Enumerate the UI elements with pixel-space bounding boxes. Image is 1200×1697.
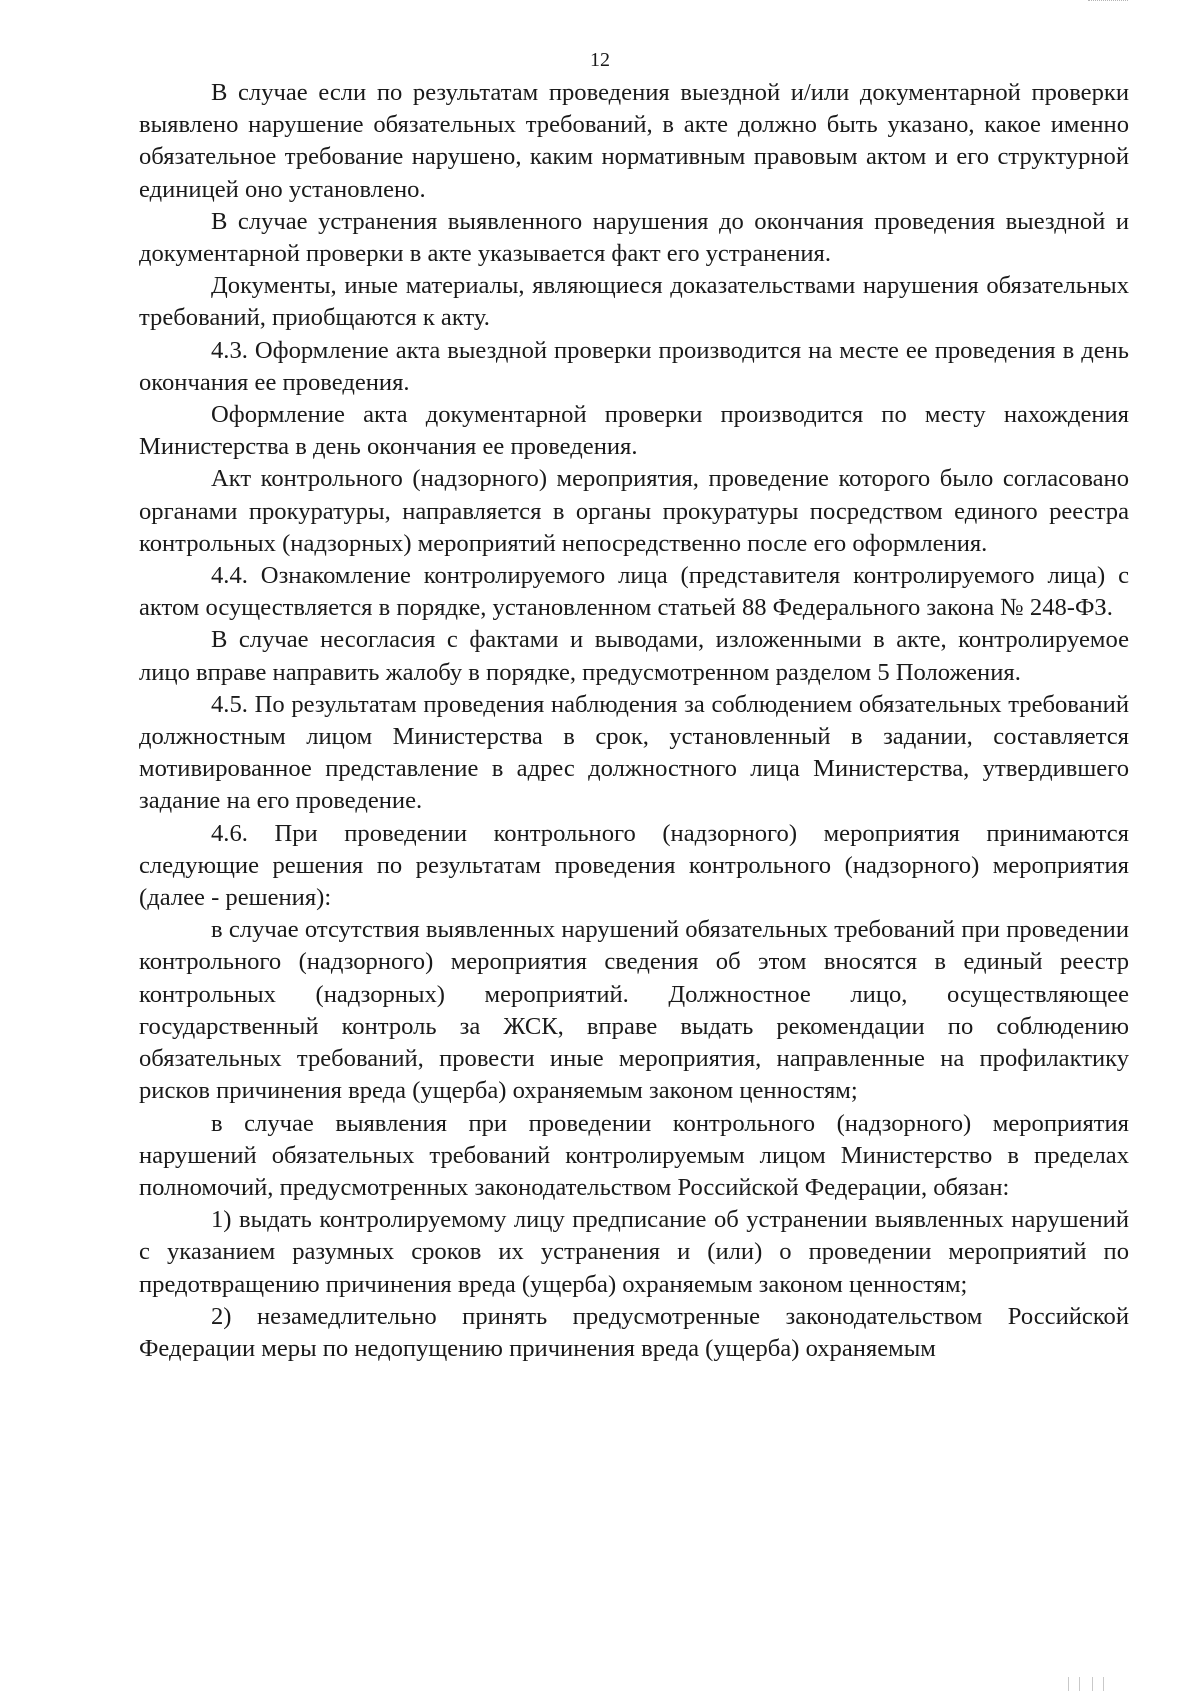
paragraph: в случае выявления при проведении контрольного (надзорного) мероприятия нарушений обязательных требований контролируемым лицом Министерство в пределах полномочий, предусмотренных законодательством Российской Федерации, обязан:	[139, 1109, 1129, 1201]
paragraph: В случае устранения выявленного нарушения до окончания проведения выездной и документарной проверки в акте указывается факт его устранения.	[139, 207, 1129, 268]
scan-edge-mark-top	[1088, 0, 1128, 5]
paragraph: В случае если по результатам проведения выездной и/или документарной проверки выявлено нарушение обязательных требований, в акте должно быть указано, какое именно обязательное требование нарушено, каким нормативным правовым актом и его структурной единицей оно установлено.	[139, 79, 1129, 203]
paragraph: 4.6. При проведении контрольного (надзорного) мероприятия принимаются следующие решения по результатам проведения контрольного (надзорного) мероприятия (далее - решения):	[139, 819, 1129, 912]
paragraph: в случае отсутствия выявленных нарушений обязательных требований при проведении контрольного (надзорного) мероприятия сведения об этом вносятся в единый реестр контрольных (надзорных) мероприятий. Должностное лицо, осуществляющее государственный контроль за ЖСК, вправе выдать рекомендации по соблюдению обязательных требований, провести иные мероприятия, направленные на профилактику рисков причинения вреда (ущерба) охраняемым законом ценностям;	[139, 916, 1129, 1105]
paragraph: В случае несогласия с фактами и выводами, изложенными в акте, контролируемое лицо вправе направить жалобу в порядке, предусмотренном разделом 5 Положения.	[139, 626, 1129, 686]
paragraph: Акт контрольного (надзорного) мероприятия, проведение которого было согласовано органами прокуратуры, направляется в органы прокуратуры посредством единого реестра контрольных (надзорных) мероприятий непосредственно после его оформления.	[139, 465, 1129, 557]
paragraph: Документы, иные материалы, являющиеся доказательствами нарушения обязательных требований, приобщаются к акту.	[139, 272, 1129, 332]
paragraph: 1) выдать контролируемому лицу предписание об устранении выявленных нарушений с указанием разумных сроков их устранения и (или) о проведении мероприятий по предотвращению причинения вреда (ущерба) охраняемым законом ценностям;	[139, 1206, 1129, 1298]
paragraph: 4.3. Оформление акта выездной проверки производится на месте ее проведения в день окончания ее проведения.	[139, 336, 1129, 396]
paragraph: 2) незамедлительно принять предусмотренные законодательством Российской Федерации меры по недопущению причинения вреда (ущерба) охраняемым	[139, 1302, 1129, 1362]
paragraph: 4.4. Ознакомление контролируемого лица (представителя контролируемого лица) с актом осуществляется в порядке, установленном статьей 88 Федерального закона № 248-ФЗ.	[139, 562, 1129, 622]
document-body	[139, 77, 1129, 1365]
scan-edge-mark-bottom	[1068, 1677, 1104, 1691]
paragraph: 4.5. По результатам проведения наблюдения за соблюдением обязательных требований должностным лицом Министерства в срок, установленный в задании, составляется мотивированное представление в адрес должностного лица Министерства, утвердившего задание на его проведение.	[139, 690, 1129, 815]
page-number: 12	[590, 49, 610, 71]
paragraph: Оформление акта документарной проверки производится по месту нахождения Министерства в день окончания ее проведения.	[139, 401, 1129, 461]
